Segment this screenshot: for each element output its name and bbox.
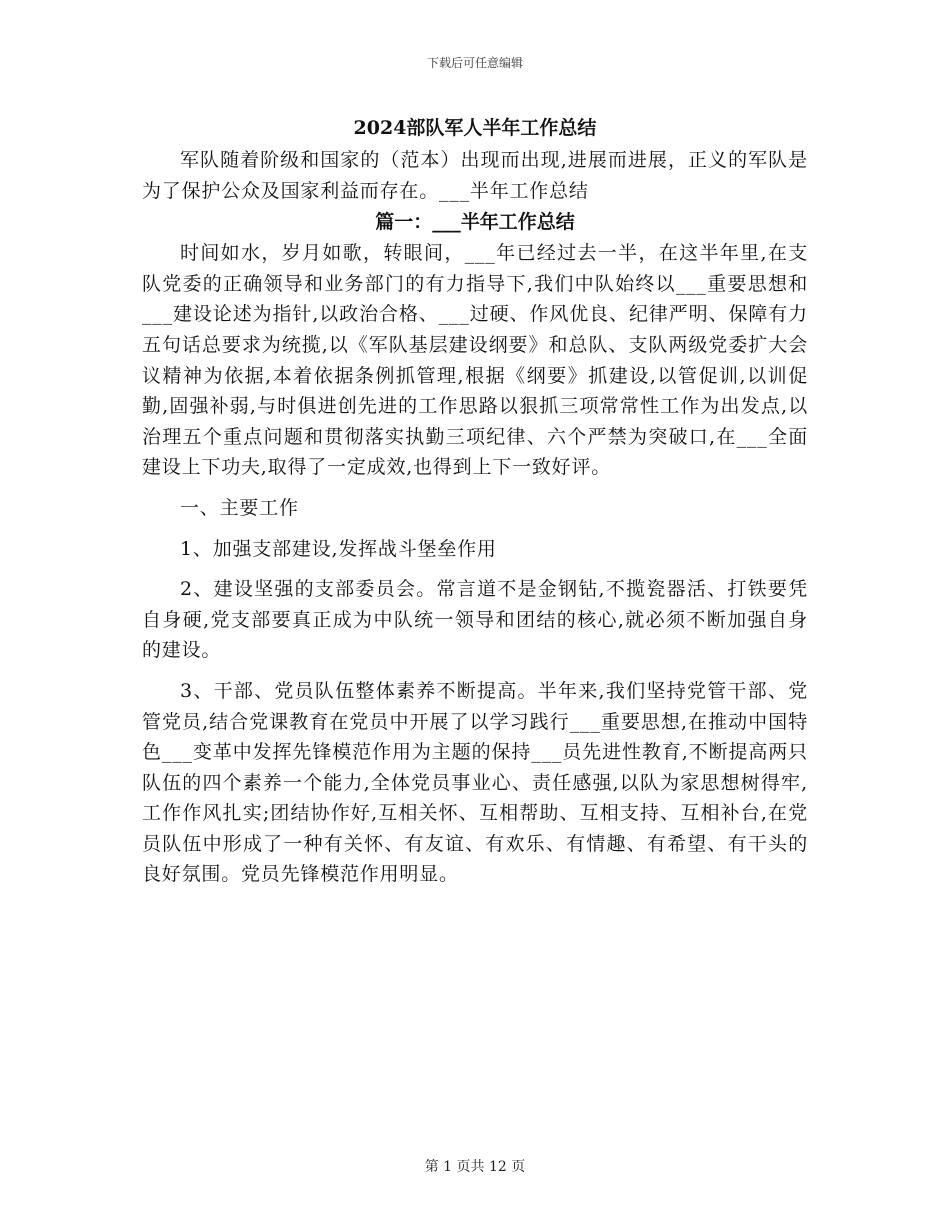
document-body bbox=[142, 111, 808, 890]
section-title: 篇一：___半年工作总结 bbox=[375, 211, 575, 234]
page-number: 第 1 页共 12 页 bbox=[424, 1159, 526, 1175]
heading-main-work: 一、主要工作 bbox=[180, 496, 299, 519]
intro-paragraph: 军队随着阶级和国家的（范本）出现而出现,进展而进展，正义的军队是为了保护公众及国家利益而存在。___半年工作总结 bbox=[142, 149, 808, 202]
list-item-1: 1、加强支部建设,发挥战斗堡垒作用 bbox=[180, 537, 497, 560]
list-item-2: 2、建设坚强的支部委员会。常言道不是金钢钻,不揽瓷器活、打铁要凭自身硬,党支部要真正成为中队统一领导和团结的核心,就必须不断加强自身的建设。 bbox=[142, 578, 808, 662]
body-paragraph: 时间如水，岁月如歌，转眼间，___年已经过去一半，在这半年里,在支队党委的正确领导和业务部门的有力指导下,我们中队始终以___重要思想和___建设论述为指针,以政治合格、___过硬、作风优良、纪律严明、保障有力五句话总要求为统揽,以《军队基层建设纲要》和总队、支队两级党委扩大会议精神为依据,本着依据条例抓管理,根据《纲要》抓建设,以管促训,以训促勤,固强补弱,与时俱进创先进的工作思路以狠抓三项常常性工作为出发点,以治理五个重点问题和贯彻落实执勤三项纪律、六个严禁为突破口,在___全面建设上下功夫,取得了一定成效,也得到上下一致好评。 bbox=[142, 242, 808, 479]
document-title: 2024部队军人半年工作总结 bbox=[353, 117, 597, 139]
header-note: 下载后可任意编辑 bbox=[426, 56, 523, 70]
list-item-3: 3、干部、党员队伍整体素养不断提高。半年来,我们坚持党管干部、党管党员,结合党课教育在党员中开展了以学习践行___重要思想,在推动中国特色___变革中发挥先锋模范作用为主题的保持___员先进性教育,不断提高两只队伍的四个素养一个能力,全体党员事业心、责任感强,以队为家思想树得牢,工作作风扎实;团结协作好,互相关怀、互相帮助、互相支持、互相补台,在党员队伍中形成了一种有关怀、有友谊、有欢乐、有情趣、有希望、有干头的良好氛围。党员先锋模范作用明显。 bbox=[142, 679, 808, 886]
